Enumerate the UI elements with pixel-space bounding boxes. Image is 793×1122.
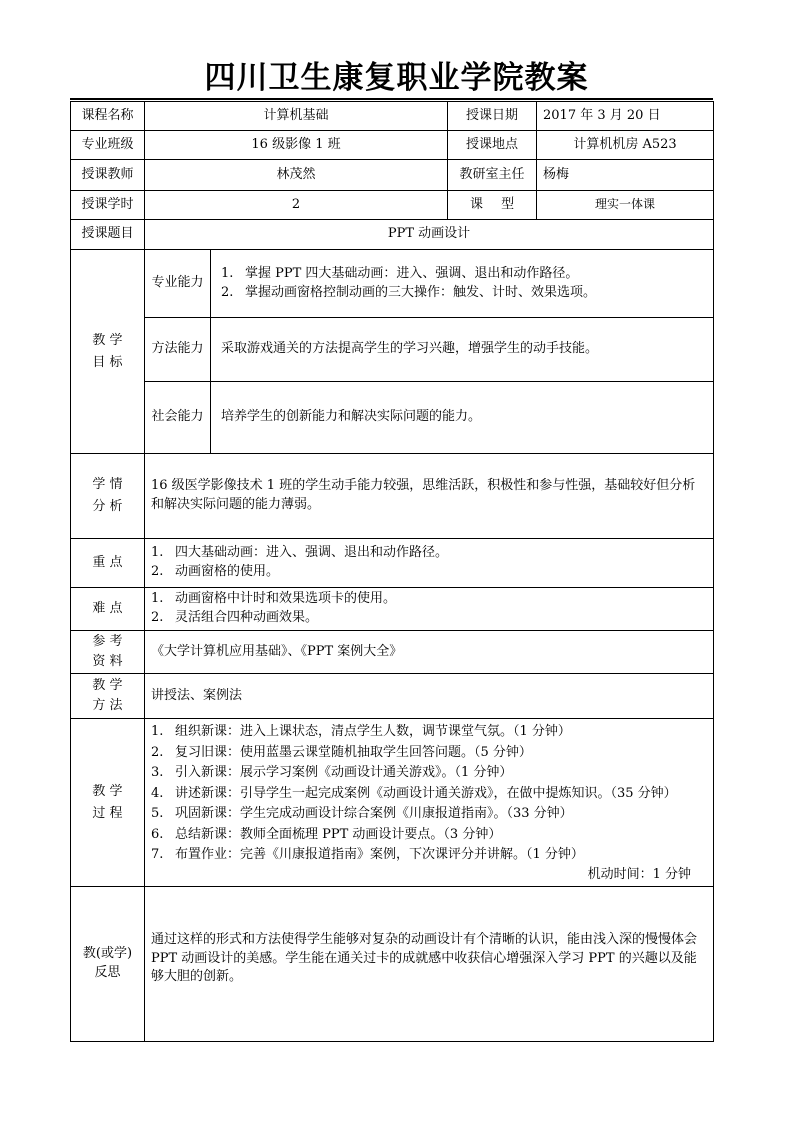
row-reference: [71, 631, 714, 674]
list-item: 1. 掌握 PPT 四大基础动画：进入、强调、退出和动作路径。: [221, 265, 579, 281]
director-value: 杨梅: [537, 160, 714, 191]
director-label: 教研室主任: [448, 160, 537, 191]
method-ability-label: 方法能力: [145, 318, 211, 382]
title-underline: [70, 98, 713, 100]
method-label: 教 学 方 法: [71, 674, 145, 719]
topic-label: 授课题目: [71, 220, 145, 250]
list-item: 2. 复习旧课：使用蓝墨云课堂随机抽取学生回答问题。（5 分钟）: [151, 744, 532, 760]
list-item: 3. 引入新课：展示学习案例《动画设计通关游戏》。（1 分钟）: [151, 765, 513, 781]
reflection-text: 通过这样的形式和方法使得学生能够对复杂的动画设计有个清晰的认识，能由浅入深的慢慢体会 PPT 动画设计的美感。学生能在通关过卡的成就感中收获信心增强深入学习 PPT 的兴趣以及能够大胆的创新。: [145, 887, 714, 1042]
row-goal-method: [71, 318, 714, 382]
type-label: 课 型: [448, 191, 537, 220]
reference-text: 《大学计算机应用基础》、《PPT 案例大全》: [145, 631, 714, 674]
method-text: 讲授法、案例法: [145, 674, 714, 719]
row-teacher: [71, 160, 714, 191]
teacher-label: 授课教师: [71, 160, 145, 191]
row-goal-pro: [71, 250, 714, 318]
list-item: 1. 动画窗格中计时和效果选项卡的使用。: [151, 591, 397, 607]
process-label: 教 学 过 程: [71, 719, 145, 887]
row-hours: [71, 191, 714, 220]
list-item: 7. 布置作业：完善《川康报道指南》案例，下次课评分并讲解。（1 分钟）: [151, 847, 584, 863]
row-class: [71, 131, 714, 160]
list-item: 2. 掌握动画窗格控制动画的三大操作：触发、计时、效果选项。: [221, 284, 597, 300]
lesson-plan-table: [70, 101, 714, 1042]
social-ability-text: 培养学生的创新能力和解决实际问题的能力。: [211, 382, 714, 454]
date-label: 授课日期: [448, 102, 537, 131]
difficult-label: 难 点: [71, 588, 145, 631]
list-item: 6. 总结新课：教师全面梳理 PPT 动画设计要点。（3 分钟）: [151, 826, 502, 842]
row-process: [71, 719, 714, 887]
difficult-list: [151, 590, 707, 628]
topic-value: PPT 动画设计: [145, 220, 714, 250]
hours-value: 2: [145, 191, 448, 220]
class-value: 16 级影像 1 班: [145, 131, 448, 160]
row-method: [71, 674, 714, 719]
place-value: 计算机机房 A523: [537, 131, 714, 160]
key-label: 重 点: [71, 539, 145, 588]
key-list: [151, 544, 707, 582]
pro-ability-label: 专业能力: [145, 250, 211, 318]
list-item: 1. 四大基础动画：进入、强调、退出和动作路径。: [151, 545, 449, 561]
date-value: 2017 年 3 月 20 日: [537, 102, 714, 131]
list-item: 2. 灵活组合四种动画效果。: [151, 610, 319, 625]
process-list: [151, 722, 707, 866]
list-item: 5. 巩固新课：学生完成动画设计综合案例《川康报道指南》。（33 分钟）: [151, 806, 573, 822]
class-label: 专业班级: [71, 131, 145, 160]
teacher-value: 林茂然: [145, 160, 448, 191]
hours-label: 授课学时: [71, 191, 145, 220]
analysis-text: 16 级医学影像技术 1 班的学生动手能力较强，思维活跃，积极性和参与性强，基础较好但分析和解决实际问题的能力薄弱。: [145, 454, 714, 539]
course-value: 计算机基础: [145, 102, 448, 131]
analysis-label: 学 情 分 析: [71, 454, 145, 539]
reference-label: 参 考 资 料: [71, 631, 145, 674]
type-value: 理实一体课: [537, 191, 714, 220]
course-label: 课程名称: [71, 102, 145, 131]
flex-time: 机动时间：1 分钟: [587, 866, 692, 882]
row-difficult: [71, 588, 714, 631]
list-item: 2. 动画窗格的使用。: [151, 564, 280, 579]
goals-label: 教 学 目 标: [71, 250, 145, 454]
row-reflection: [71, 887, 714, 1042]
row-course: [71, 102, 714, 131]
row-analysis: [71, 454, 714, 539]
social-ability-label: 社会能力: [145, 382, 211, 454]
row-goal-social: [71, 382, 714, 454]
row-key: [71, 539, 714, 588]
method-ability-text: 采取游戏通关的方法提高学生的学习兴趣，增强学生的动手技能。: [211, 318, 714, 382]
list-item: 4. 讲述新课：引导学生一起完成案例《动画设计通关游戏》，在做中提炼知识。（35 分钟）: [151, 785, 677, 801]
list-item: 1. 组织新课：进入上课状态，清点学生人数，调节课堂气氛。（1 分钟）: [151, 724, 571, 740]
page-title: 四川卫生康复职业学院教案: [204, 60, 589, 96]
row-topic: [71, 220, 714, 250]
reflection-label: 教(或学) 反思: [71, 887, 145, 1042]
pro-ability-list: [221, 265, 707, 303]
place-label: 授课地点: [448, 131, 537, 160]
